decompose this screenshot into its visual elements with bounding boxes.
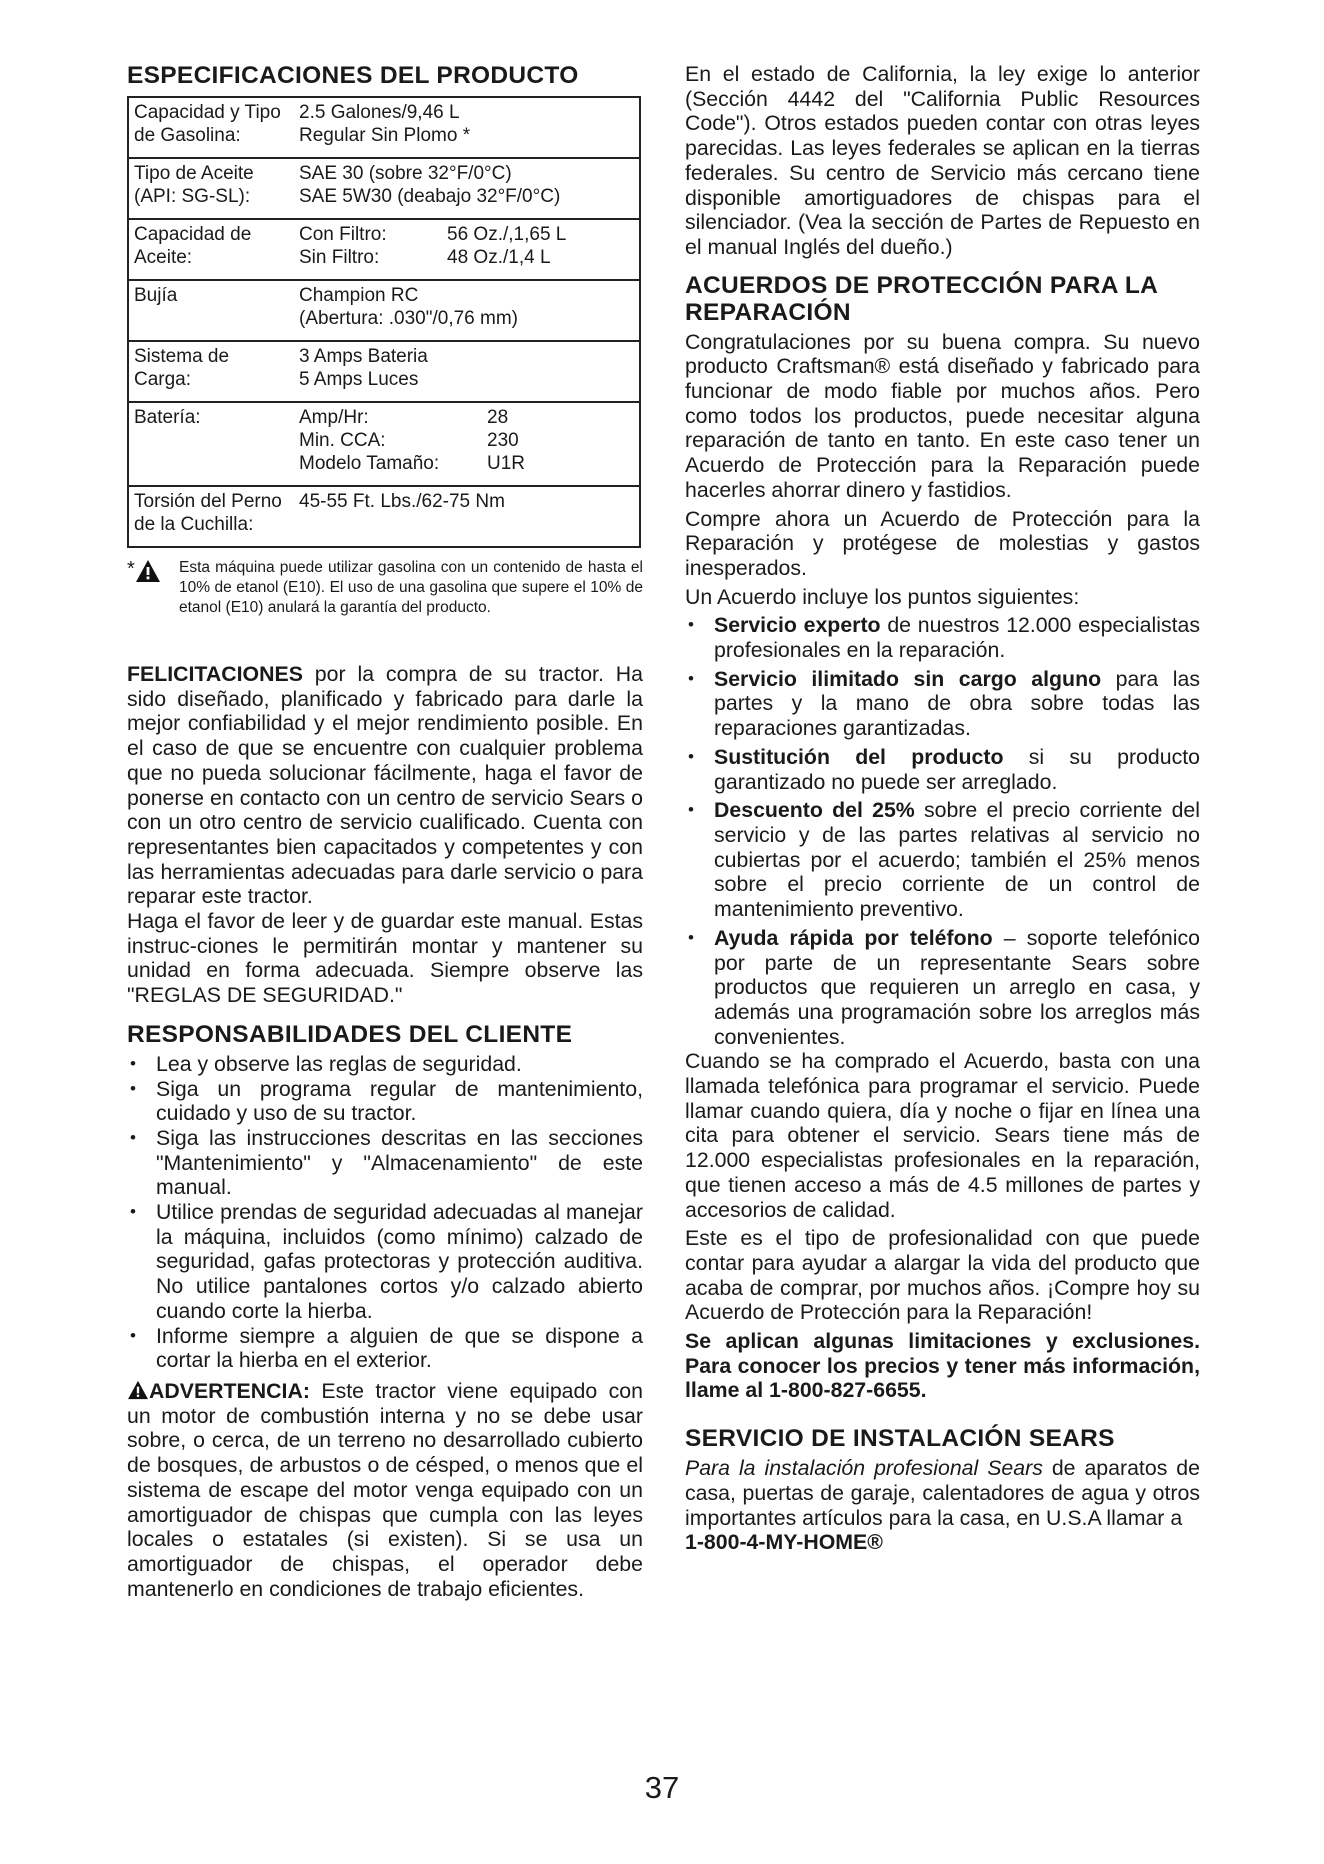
warning-icon [135,559,161,583]
responsabilidades-title: RESPONSABILIDADES DEL CLIENTE [127,1020,573,1048]
list-item: • Lea y observe las reglas de seguridad. [127,1052,643,1077]
list-item: • Descuento del 25% sobre el precio corriente del servicio y de las partes relativas al servicio no cubiertas por el acuerdo; también el 25% menos sobre el precio corriente de un control de mantenimiento preventivo. [685,798,1200,922]
table-row: Tipo de Aceite (API: SG-SL): SAE 30 (sobre 32°F/0°C) SAE 5W30 (deabajo 32°F/0°C) [128,158,640,219]
list-item: • Siga un programa regular de mantenimiento, cuidado y uso de su tractor. [127,1077,643,1126]
right-column [685,62,1200,1555]
acuerdos-paragraph: Un Acuerdo incluye los puntos siguientes: [685,584,1080,609]
felicitaciones-paragraph: FELICITACIONES por la compra de su tractor. Ha sido diseñado, planificado y fabricado para darle la mejor confiabilidad y el mejor rendimiento posible. En el caso de que se encuentre con cualquier problema que no pueda solucionar fácilmente, haga el favor de ponerse en contacto con un centro de servicio Sears o con un otro centro de servicio cualificado. Cuenta con representantes bien capacitados y competentes y con las herramientas adecuadas para darle servicio o para reparar este tractor. [127,662,643,909]
limitaciones-paragraph: Se aplican algunas limitaciones y exclusiones. Para conocer los precios y tener más información, llame al 1-800-827-6655. [685,1329,1200,1403]
list-item: • Informe siempre a alguien de que se dispone a cortar la hierba en el exterior. [127,1324,643,1373]
instalacion-paragraph: Para la instalación profesional Sears de aparatos de casa, puertas de garaje, calentadores de agua y otros importantes artículos para la casa, en U.S.A llamar a [685,1456,1200,1530]
specs-title: ESPECIFICACIONES DEL PRODUCTO [127,62,579,89]
list-item: • Ayuda rápida por teléfono – soporte telefónico por parte de un representante Sears sobre productos que requieren un arreglo en casa, y además una programación sobre los arreglos más convenientes. [685,926,1200,1050]
manual-paragraph: Haga el favor de leer y de guardar este manual. Estas instruc-ciones le permitirán montar y mantener su unidad en forma adecuada. Siempre observe las "REGLAS DE SEGURIDAD." [127,909,643,1008]
table-row: Batería: Amp/Hr: 28 Min. CCA: 230 Modelo Tamaño: U1R [128,402,640,486]
instalacion-phone: 1-800-4-MY-HOME® [685,1530,883,1555]
table-row: Bujía Champion RC (Abertura: .030"/0,76 mm) [128,280,640,341]
acuerdos-paragraph: Congratulaciones por su buena compra. Su nuevo producto Craftsman® está diseñado y fabricado para funcionar de modo fiable por muchos años. Pero como todos los productos, puede necesitar alguna reparación de tanto en tanto. En este caso tener un Acuerdo de Protección para la Reparación puede hacerles ahorrar dinero y fastidios. [685,329,1200,502]
acuerdos-paragraph: Cuando se ha comprado el Acuerdo, basta con una llamada telefónica para programar el servicio. Puede llamar cuando quiera, día y noche o fijar en línea una cita para obtener el servicio. Sears tiene más de 12.000 especialistas profesionales en la reparación, que tienen acceso a más de 4.5 millones de partes y accesorios de calidad. [685,1049,1200,1222]
list-item: • Servicio ilimitado sin cargo alguno para las partes y la mano de obra sobre todas las reparaciones garantizadas. [685,667,1200,741]
table-row: Capacidad y Tipo de Gasolina: 2.5 Galones/9,46 L Regular Sin Plomo * [128,97,640,158]
ethanol-note: * Esta máquina puede utilizar gasolina con un contenido de hasta el 10% de etanol (E10). El uso de una gasolina que supere el 10% de etanol (E10) anulará la garantía del producto. [127,558,643,616]
asterisk: * [127,558,135,580]
table-row: Sistema de Carga: 3 Amps Bateria 5 Amps Luces [128,341,640,402]
table-row: Capacidad de Aceite: Con Filtro: 56 Oz./,1,65 L Sin Filtro: 48 Oz./1,4 L [128,219,640,280]
warning-icon [127,1380,149,1400]
acuerdos-list [685,613,1200,1049]
california-paragraph: En el estado de California, la ley exige lo anterior (Sección 4442 del "California Public Resources Code"). Otros estados pueden contar con otras leyes parecidas. Las leyes federales se aplican en la tierras federales. Su centro de Servicio más cercano tiene disponible amortiguadores de chispas para el silenciador. (Vea la sección de Partes de Repuesto en el manual Inglés del dueño.) [685,62,1200,259]
list-item: • Siga las instrucciones descritas en las secciones "Mantenimiento" y "Almacenamiento" de este manual. [127,1126,643,1200]
list-item: • Utilice prendas de seguridad adecuadas al manejar la máquina, incluidos (como mínimo) calzado de seguridad, gafas protectoras y protección auditiva. No utilice pantalones cortos y/o calzado abierto cuando corte la hierba. [127,1200,643,1324]
list-item: • Sustitución del producto si su producto garantizado no puede ser arreglado. [685,745,1200,794]
left-column [127,62,643,1601]
specs-table [127,96,641,548]
instalacion-title: SERVICIO DE INSTALACIÓN SEARS [685,1425,1115,1453]
acuerdos-title: ACUERDOS DE PROTECCIÓN PARA LA REPARACIÓN [685,271,1158,326]
acuerdos-paragraph: Este es el tipo de profesionalidad con que puede contar para ayudar a alargar la vida del producto que acaba de comprar, por muchos años. ¡Compre hoy su Acuerdo de Protección para la Reparación! [685,1226,1200,1325]
advertencia-paragraph: ADVERTENCIA: Este tractor viene equipado con un motor de combustión interna y no se debe usar sobre, o cerca, de un terreno no desarrollado cubierto de bosques, de arbustos o de césped, o menos que el sistema de escape del motor venga equipado con un amortiguador de chispas que cumpla con las leyes locales o estatales (si existen). Si se usa un amortiguador de chispas, el operador debe mantenerlo en condiciones de trabajo eficientes. [127,1378,643,1601]
acuerdos-paragraph: Compre ahora un Acuerdo de Protección para la Reparación y protégese de molestias y gastos inesperados. [685,506,1200,580]
responsabilidades-list [127,1052,643,1373]
page-number: 37 [644,1770,680,1805]
list-item: • Servicio experto de nuestros 12.000 especialistas profesionales en la reparación. [685,613,1200,662]
table-row: Torsión del Perno de la Cuchilla: 45-55 Ft. Lbs./62-75 Nm [128,486,640,547]
